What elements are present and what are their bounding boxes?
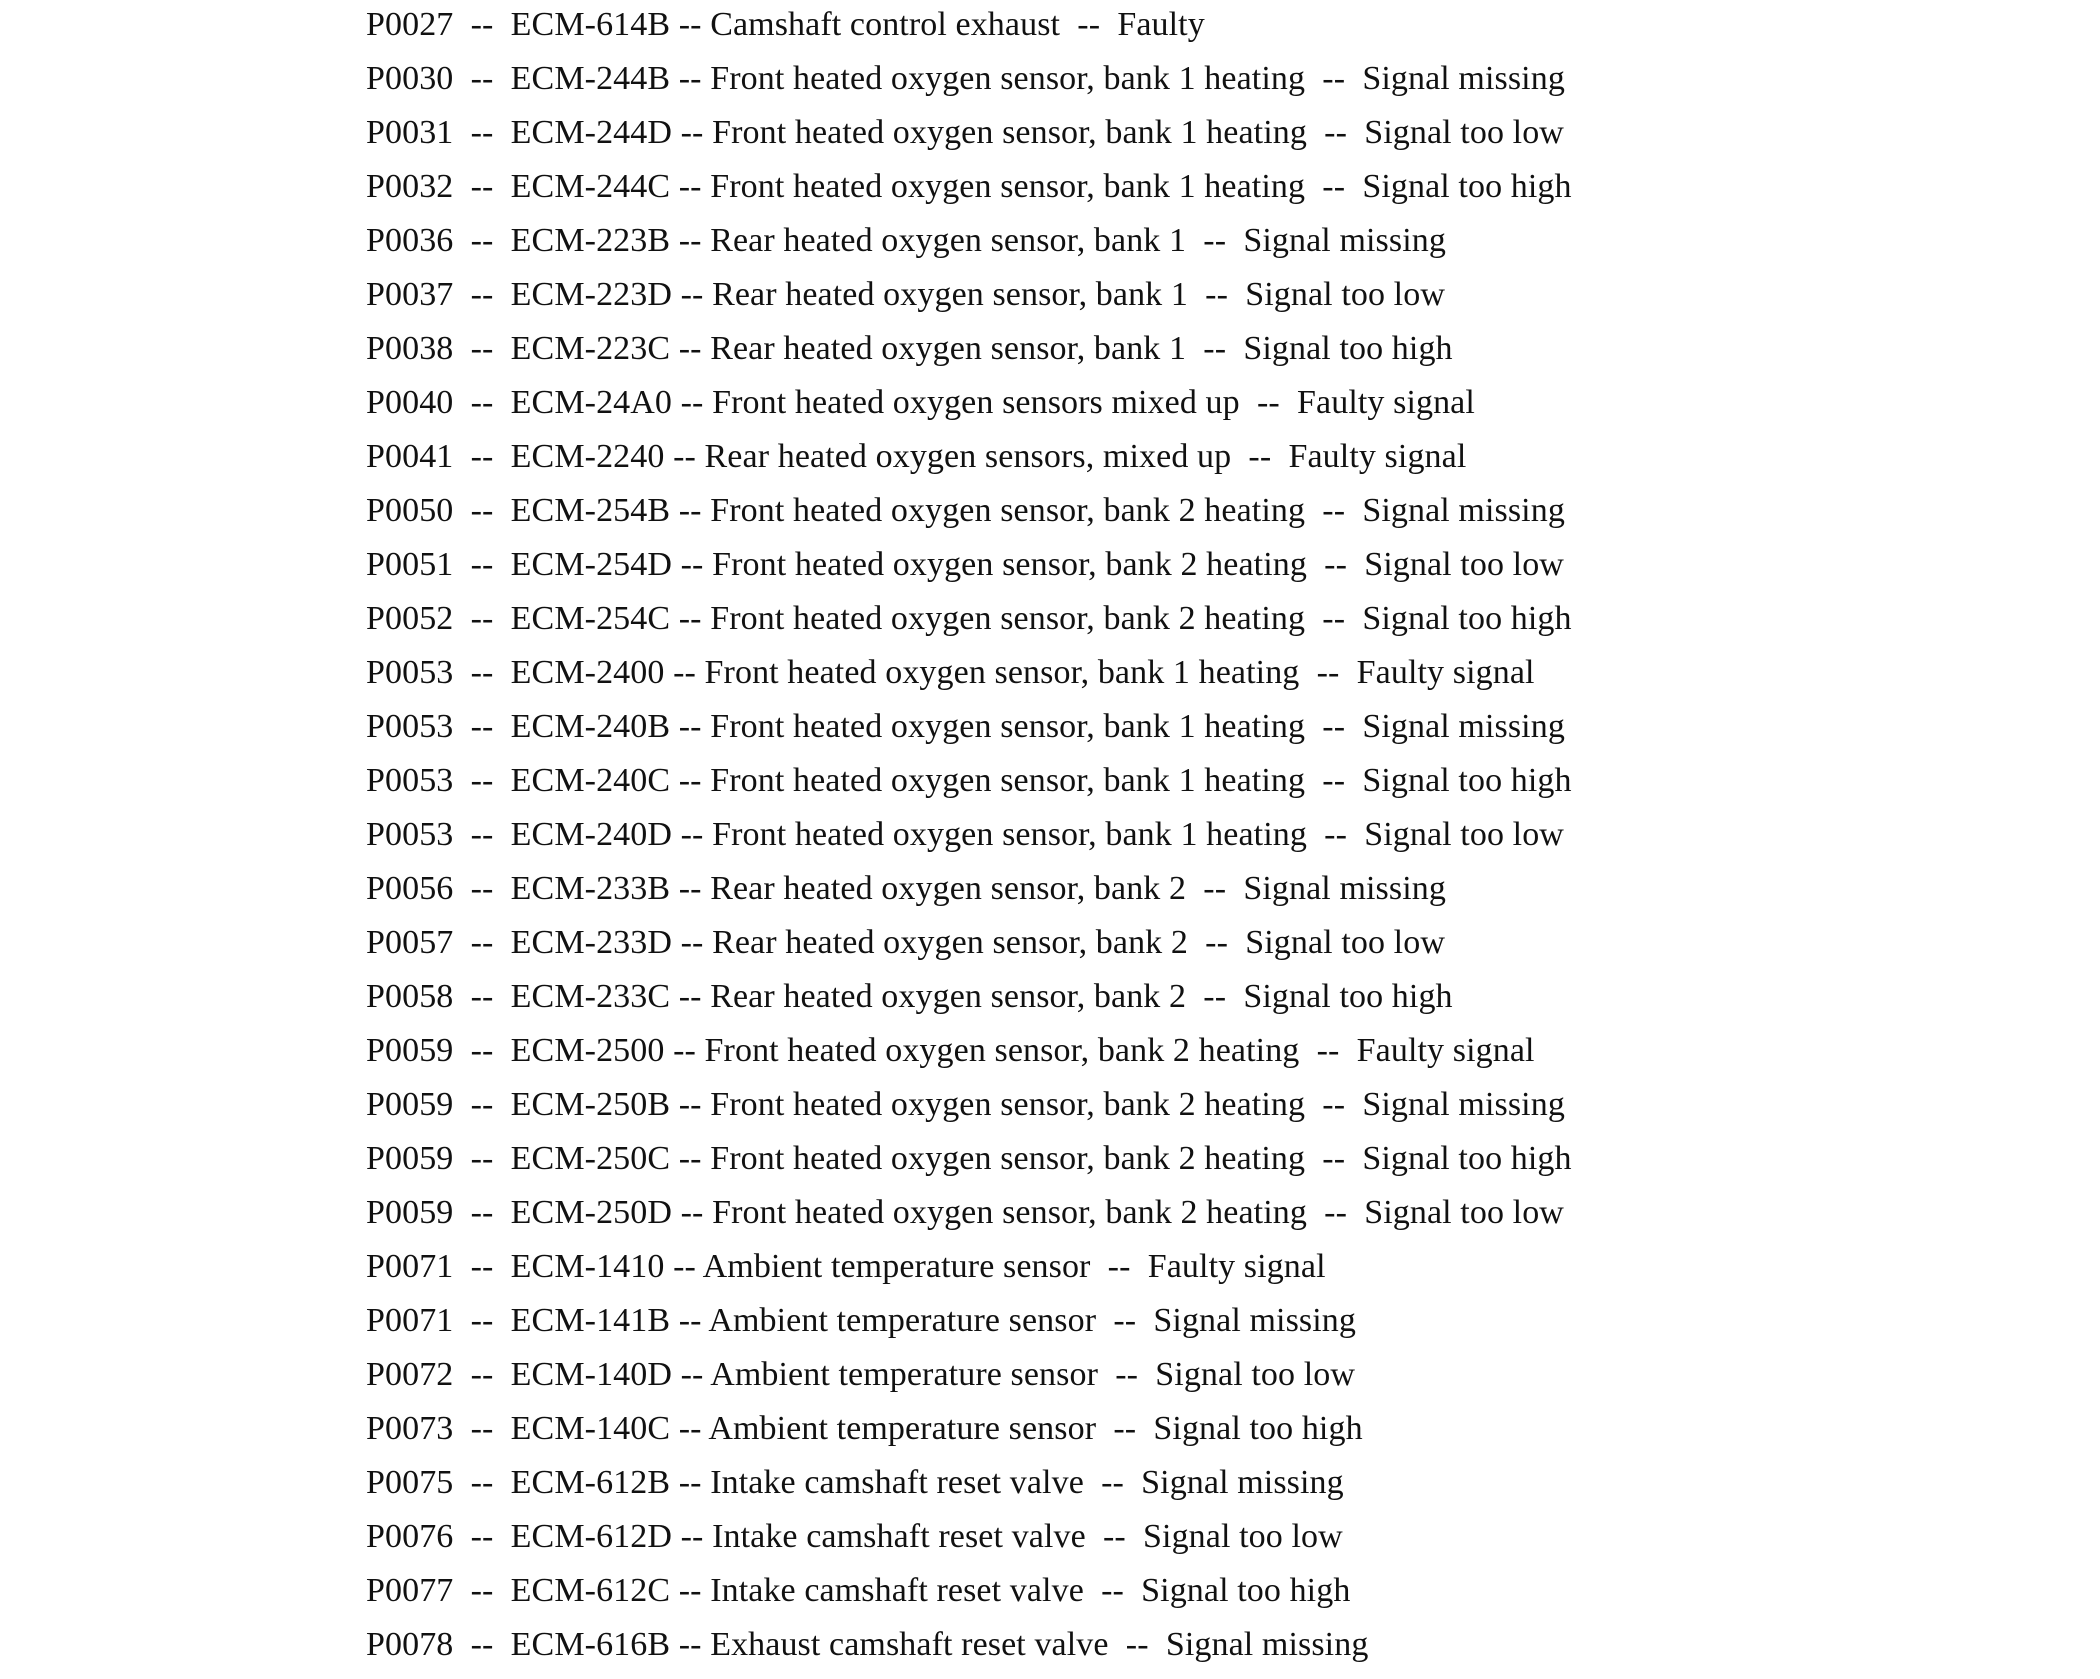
- separator: --: [670, 6, 711, 43]
- ecm-code: ECM-254D: [510, 546, 673, 583]
- fault-code: P0078: [366, 1626, 454, 1663]
- fault-code: P0041: [366, 438, 454, 475]
- ecm-code: ECM-2240: [510, 438, 665, 475]
- separator: --: [670, 708, 711, 745]
- separator: --: [1085, 1518, 1144, 1555]
- fault-code: P0057: [366, 924, 454, 961]
- fault-status: Faulty signal: [1297, 384, 1475, 421]
- fault-code: P0056: [366, 870, 454, 907]
- fault-code-row: [366, 1300, 1572, 1354]
- separator: --: [1239, 384, 1298, 421]
- separator: --: [1306, 114, 1365, 151]
- fault-code-row: [366, 436, 1572, 490]
- separator: --: [670, 1464, 711, 1501]
- separator: --: [453, 492, 511, 529]
- fault-code: P0037: [366, 276, 454, 313]
- separator: --: [672, 114, 713, 151]
- separator: --: [1305, 168, 1363, 205]
- fault-status: Signal too low: [1364, 816, 1564, 853]
- component-name: Front heated oxygen sensor, bank 2 heating: [710, 600, 1306, 637]
- separator: --: [453, 870, 511, 907]
- ecm-code: ECM-614B: [510, 6, 671, 43]
- ecm-code: ECM-233D: [510, 924, 673, 961]
- fault-code: P0038: [366, 330, 454, 367]
- separator: --: [1098, 1356, 1156, 1393]
- ecm-code: ECM-140C: [510, 1410, 671, 1447]
- fault-code: P0059: [366, 1086, 454, 1123]
- separator: --: [672, 1518, 713, 1555]
- component-name: Front heated oxygen sensor, bank 2 heating: [710, 492, 1306, 529]
- separator: --: [453, 222, 511, 259]
- ecm-code: ECM-244B: [510, 60, 671, 97]
- fault-code-row: [366, 922, 1572, 976]
- fault-code-row: [366, 4, 1572, 58]
- fault-code-row: [366, 112, 1572, 166]
- ecm-code: ECM-2400: [510, 654, 665, 691]
- separator: --: [1090, 1248, 1148, 1285]
- separator: --: [1083, 1464, 1142, 1501]
- separator: --: [453, 114, 511, 151]
- separator: --: [1305, 762, 1363, 799]
- component-name: Rear heated oxygen sensor, bank 2: [712, 924, 1188, 961]
- fault-code: P0071: [366, 1302, 454, 1339]
- component-name: Rear heated oxygen sensors, mixed up: [704, 438, 1232, 475]
- separator: --: [664, 1248, 703, 1285]
- fault-code: P0075: [366, 1464, 454, 1501]
- separator: --: [453, 762, 511, 799]
- ecm-code: ECM-612B: [510, 1464, 671, 1501]
- fault-code-row: [366, 760, 1572, 814]
- separator: --: [1060, 6, 1118, 43]
- fault-status: Signal too high: [1362, 1140, 1572, 1177]
- fault-code: P0076: [366, 1518, 454, 1555]
- component-name: Front heated oxygen sensor, bank 1 heating: [712, 816, 1307, 853]
- fault-code: P0052: [366, 600, 454, 637]
- separator: --: [1187, 276, 1246, 313]
- ecm-code: ECM-24A0: [510, 384, 673, 421]
- separator: --: [1306, 1194, 1365, 1231]
- separator: --: [453, 1248, 511, 1285]
- separator: --: [670, 1410, 709, 1447]
- component-name: Rear heated oxygen sensor, bank 2: [710, 978, 1187, 1015]
- fault-code-row: [366, 1462, 1572, 1516]
- component-name: Rear heated oxygen sensor, bank 1: [712, 276, 1188, 313]
- fault-code: P0053: [366, 762, 454, 799]
- ecm-code: ECM-244C: [510, 168, 671, 205]
- separator: --: [453, 276, 511, 313]
- separator: --: [1186, 870, 1244, 907]
- fault-code-row: [366, 598, 1572, 652]
- ecm-code: ECM-223B: [510, 222, 671, 259]
- fault-status: Signal missing: [1362, 708, 1565, 745]
- separator: --: [1096, 1302, 1154, 1339]
- ecm-code: ECM-233C: [510, 978, 671, 1015]
- component-name: Front heated oxygen sensors mixed up: [712, 384, 1240, 421]
- fault-code-row: [366, 1192, 1572, 1246]
- fault-code-list: [366, 4, 1572, 1678]
- separator: --: [670, 1626, 711, 1663]
- fault-status: Faulty signal: [1356, 1032, 1535, 1069]
- fault-status: Faulty signal: [1147, 1248, 1326, 1285]
- fault-code: P0059: [366, 1194, 454, 1231]
- fault-code: P0077: [366, 1572, 454, 1609]
- fault-code: P0027: [366, 6, 454, 43]
- fault-code: P0073: [366, 1410, 454, 1447]
- separator: --: [670, 978, 711, 1015]
- separator: --: [1305, 492, 1363, 529]
- separator: --: [1299, 654, 1357, 691]
- separator: --: [1305, 1086, 1363, 1123]
- fault-code: P0036: [366, 222, 454, 259]
- separator: --: [670, 330, 711, 367]
- component-name: Camshaft control exhaust: [710, 6, 1061, 43]
- fault-status: Signal too high: [1153, 1410, 1363, 1447]
- separator: --: [1231, 438, 1289, 475]
- fault-status: Signal missing: [1362, 492, 1565, 529]
- separator: --: [672, 1194, 713, 1231]
- fault-code: P0072: [366, 1356, 454, 1393]
- fault-code: P0071: [366, 1248, 454, 1285]
- separator: --: [453, 1356, 511, 1393]
- component-name: Front heated oxygen sensor, bank 2 heating: [712, 1194, 1307, 1231]
- separator: --: [670, 168, 711, 205]
- fault-status: Signal too low: [1245, 924, 1445, 961]
- separator: --: [453, 1140, 511, 1177]
- separator: --: [670, 600, 711, 637]
- separator: --: [453, 384, 511, 421]
- fault-code: P0059: [366, 1140, 454, 1177]
- fault-code: P0053: [366, 816, 454, 853]
- separator: --: [670, 60, 711, 97]
- fault-code-row: [366, 814, 1572, 868]
- separator: --: [1306, 816, 1365, 853]
- separator: --: [664, 438, 705, 475]
- separator: --: [453, 1410, 511, 1447]
- fault-status: Signal too low: [1245, 276, 1445, 313]
- separator: --: [453, 60, 511, 97]
- ecm-code: ECM-140D: [510, 1356, 673, 1393]
- ecm-code: ECM-244D: [510, 114, 673, 151]
- component-name: Ambient temperature sensor: [708, 1302, 1097, 1339]
- fault-code-row: [366, 328, 1572, 382]
- fault-code: P0040: [366, 384, 454, 421]
- fault-code: P0030: [366, 60, 454, 97]
- fault-code-row: [366, 1624, 1572, 1678]
- ecm-code: ECM-223D: [510, 276, 673, 313]
- fault-status: Signal missing: [1243, 870, 1446, 907]
- ecm-code: ECM-254C: [510, 600, 671, 637]
- separator: --: [672, 1356, 711, 1393]
- separator: --: [453, 816, 511, 853]
- separator: --: [670, 762, 711, 799]
- fault-status: Signal too high: [1362, 600, 1572, 637]
- separator: --: [670, 1572, 711, 1609]
- component-name: Ambient temperature sensor: [708, 1410, 1097, 1447]
- component-name: Rear heated oxygen sensor, bank 2: [710, 870, 1187, 907]
- separator: --: [453, 600, 511, 637]
- fault-status: Signal too high: [1362, 762, 1572, 799]
- fault-code-row: [366, 1084, 1572, 1138]
- separator: --: [672, 384, 713, 421]
- component-name: Front heated oxygen sensor, bank 2 heating: [710, 1086, 1306, 1123]
- fault-code-row: [366, 706, 1572, 760]
- component-name: Front heated oxygen sensor, bank 1 heating: [710, 762, 1306, 799]
- separator: --: [670, 1086, 711, 1123]
- separator: --: [453, 1032, 511, 1069]
- separator: --: [672, 816, 713, 853]
- ecm-code: ECM-612D: [510, 1518, 673, 1555]
- separator: --: [1108, 1626, 1166, 1663]
- separator: --: [664, 654, 705, 691]
- ecm-code: ECM-612C: [510, 1572, 671, 1609]
- separator: --: [453, 6, 511, 43]
- ecm-code: ECM-254B: [510, 492, 671, 529]
- fault-code: P0053: [366, 708, 454, 745]
- fault-code: P0032: [366, 168, 454, 205]
- component-name: Front heated oxygen sensor, bank 1 heating: [710, 708, 1306, 745]
- separator: --: [1186, 978, 1244, 1015]
- separator: --: [672, 276, 713, 313]
- separator: --: [672, 546, 713, 583]
- fault-code-row: [366, 274, 1572, 328]
- fault-code-row: [366, 220, 1572, 274]
- separator: --: [453, 1626, 511, 1663]
- separator: --: [453, 168, 511, 205]
- fault-status: Signal missing: [1165, 1626, 1369, 1663]
- fault-code-row: [366, 490, 1572, 544]
- separator: --: [1083, 1572, 1142, 1609]
- component-name: Ambient temperature sensor: [702, 1248, 1091, 1285]
- fault-code: P0050: [366, 492, 454, 529]
- fault-status: Signal too low: [1155, 1356, 1356, 1393]
- ecm-code: ECM-250C: [510, 1140, 671, 1177]
- ecm-code: ECM-250B: [510, 1086, 671, 1123]
- separator: --: [670, 1302, 709, 1339]
- fault-status: Signal too low: [1364, 1194, 1564, 1231]
- separator: --: [453, 1518, 511, 1555]
- ecm-code: ECM-616B: [510, 1626, 671, 1663]
- fault-code-row: [366, 1030, 1572, 1084]
- separator: --: [670, 222, 711, 259]
- component-name: Front heated oxygen sensor, bank 1 heating: [710, 60, 1306, 97]
- component-name: Front heated oxygen sensor, bank 1 heating: [704, 654, 1300, 691]
- fault-code: P0058: [366, 978, 454, 1015]
- component-name: Intake camshaft reset valve: [712, 1518, 1086, 1555]
- fault-code-row: [366, 1516, 1572, 1570]
- fault-status: Signal missing: [1362, 1086, 1565, 1123]
- fault-code-row: [366, 382, 1572, 436]
- fault-status: Signal missing: [1362, 60, 1565, 97]
- separator: --: [453, 1572, 511, 1609]
- separator: --: [453, 438, 511, 475]
- fault-code-row: [366, 1138, 1572, 1192]
- fault-code-row: [366, 58, 1572, 112]
- fault-status: Signal too low: [1143, 1518, 1343, 1555]
- separator: --: [453, 978, 511, 1015]
- separator: --: [1299, 1032, 1357, 1069]
- fault-status: Signal missing: [1243, 222, 1446, 259]
- fault-code-row: [366, 1570, 1572, 1624]
- separator: --: [1186, 222, 1244, 259]
- fault-status: Faulty signal: [1356, 654, 1535, 691]
- ecm-code: ECM-240B: [510, 708, 671, 745]
- separator: --: [453, 546, 511, 583]
- ecm-code: ECM-240C: [510, 762, 671, 799]
- separator: --: [453, 1194, 511, 1231]
- fault-code-row: [366, 868, 1572, 922]
- separator: --: [1187, 924, 1246, 961]
- separator: --: [453, 708, 511, 745]
- fault-code-row: [366, 652, 1572, 706]
- fault-status: Signal missing: [1141, 1464, 1344, 1501]
- fault-status: Signal too high: [1141, 1572, 1351, 1609]
- ecm-code: ECM-240D: [510, 816, 673, 853]
- ecm-code: ECM-2500: [510, 1032, 665, 1069]
- separator: --: [664, 1032, 705, 1069]
- fault-status: Signal too high: [1243, 978, 1453, 1015]
- separator: --: [1306, 546, 1365, 583]
- separator: --: [670, 870, 711, 907]
- ecm-code: ECM-250D: [510, 1194, 673, 1231]
- fault-code: P0053: [366, 654, 454, 691]
- separator: --: [670, 1140, 711, 1177]
- fault-code: P0031: [366, 114, 454, 151]
- fault-status: Signal too low: [1364, 546, 1564, 583]
- separator: --: [1305, 600, 1363, 637]
- fault-code-row: [366, 976, 1572, 1030]
- ecm-code: ECM-233B: [510, 870, 671, 907]
- ecm-code: ECM-141B: [510, 1302, 671, 1339]
- separator: --: [453, 330, 511, 367]
- fault-code-row: [366, 1354, 1572, 1408]
- fault-code-row: [366, 1246, 1572, 1300]
- separator: --: [1305, 708, 1363, 745]
- separator: --: [1186, 330, 1244, 367]
- fault-status: Signal too high: [1243, 330, 1453, 367]
- fault-code: P0051: [366, 546, 454, 583]
- fault-status: Signal missing: [1153, 1302, 1356, 1339]
- fault-code: P0059: [366, 1032, 454, 1069]
- component-name: Front heated oxygen sensor, bank 2 heating: [712, 546, 1307, 583]
- separator: --: [672, 924, 713, 961]
- ecm-code: ECM-1410: [510, 1248, 665, 1285]
- component-name: Rear heated oxygen sensor, bank 1: [710, 330, 1187, 367]
- fault-status: Faulty signal: [1288, 438, 1467, 475]
- fault-code-row: [366, 1408, 1572, 1462]
- separator: --: [670, 492, 711, 529]
- component-name: Front heated oxygen sensor, bank 1 heating: [712, 114, 1307, 151]
- separator: --: [453, 924, 511, 961]
- component-name: Front heated oxygen sensor, bank 2 heating: [710, 1140, 1306, 1177]
- fault-status: Signal too low: [1364, 114, 1564, 151]
- fault-status: Signal too high: [1362, 168, 1572, 205]
- separator: --: [1305, 60, 1363, 97]
- component-name: Intake camshaft reset valve: [710, 1464, 1084, 1501]
- component-name: Intake camshaft reset valve: [710, 1572, 1084, 1609]
- component-name: Rear heated oxygen sensor, bank 1: [710, 222, 1187, 259]
- separator: --: [453, 1086, 511, 1123]
- separator: --: [453, 654, 511, 691]
- component-name: Front heated oxygen sensor, bank 1 heating: [710, 168, 1306, 205]
- component-name: Front heated oxygen sensor, bank 2 heating: [704, 1032, 1300, 1069]
- separator: --: [1096, 1410, 1154, 1447]
- ecm-code: ECM-223C: [510, 330, 671, 367]
- component-name: Exhaust camshaft reset valve: [710, 1626, 1109, 1663]
- separator: --: [453, 1464, 511, 1501]
- separator: --: [453, 1302, 511, 1339]
- fault-code-row: [366, 544, 1572, 598]
- component-name: Ambient temperature sensor: [710, 1356, 1099, 1393]
- separator: --: [1305, 1140, 1363, 1177]
- fault-status: Faulty: [1117, 6, 1205, 43]
- fault-code-row: [366, 166, 1572, 220]
